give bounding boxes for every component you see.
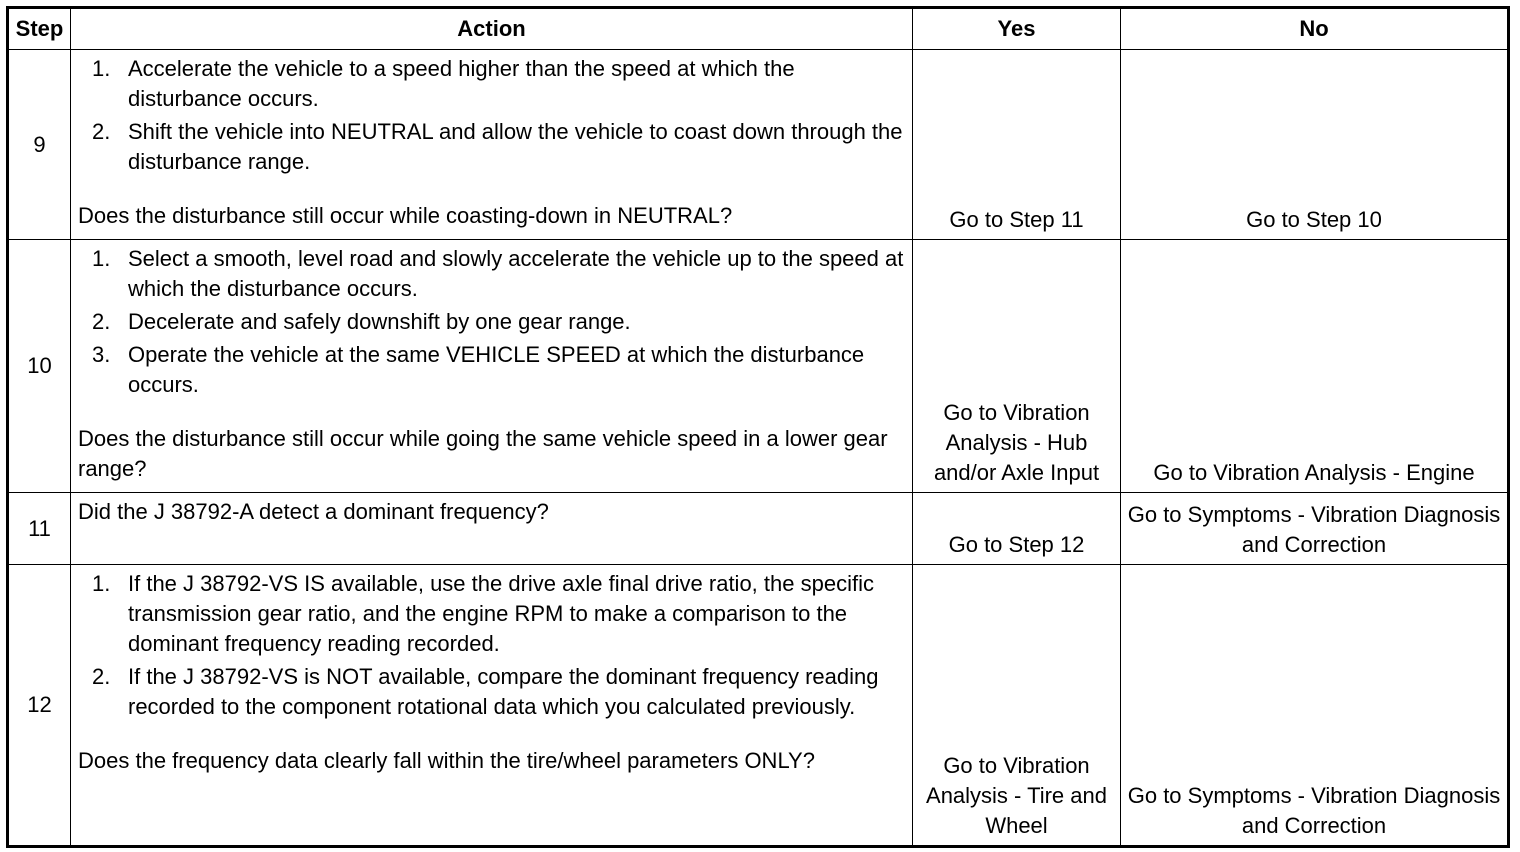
instruction-text: Accelerate the vehicle to a speed higher than the speed at which the disturbance occurs.	[128, 56, 795, 111]
question-text: Does the disturbance still occur while going the same vehicle speed in a lower gear range?	[78, 426, 888, 481]
list-number: 3.	[92, 342, 111, 367]
table-row	[8, 240, 1509, 493]
instruction-text: If the J 38792-VS IS available, use the drive axle final drive ratio, the specific transmission gear ratio, and the engine RPM to make a comparison to the dominant frequency reading recorded.	[128, 571, 874, 656]
action-cell	[71, 565, 913, 847]
yes-link[interactable]: Go to Step 11	[913, 50, 1121, 240]
question-text: Did the J 38792-A detect a dominant frequency?	[78, 499, 549, 524]
question-text: Does the frequency data clearly fall within the tire/wheel parameters ONLY?	[78, 748, 815, 773]
header-no: No	[1121, 8, 1509, 50]
header-step: Step	[8, 8, 71, 50]
list-item	[78, 244, 906, 304]
no-link[interactable]: Go to Step 10	[1121, 50, 1509, 240]
no-link[interactable]: Go to Symptoms - Vibration Diagnosis and Correction	[1121, 493, 1509, 565]
header-row	[8, 8, 1509, 50]
instruction-list	[78, 569, 906, 722]
action-cell	[71, 50, 913, 240]
question-text: Does the disturbance still occur while coasting-down in NEUTRAL?	[78, 203, 733, 228]
step-number: 10	[8, 240, 71, 493]
instruction-text: Decelerate and safely downshift by one gear range.	[128, 309, 631, 334]
list-number: 1.	[92, 246, 111, 271]
list-number: 1.	[92, 571, 111, 596]
header-action: Action	[71, 8, 913, 50]
action-cell	[71, 493, 913, 565]
action-cell	[71, 240, 913, 493]
yes-link[interactable]: Go to Vibration Analysis - Tire and Wheel	[913, 565, 1121, 847]
list-item	[78, 340, 906, 400]
table-row	[8, 565, 1509, 847]
step-number: 11	[8, 493, 71, 565]
instruction-text: If the J 38792-VS is NOT available, compare the dominant frequency reading recorded to the component rotational data which you calculated previously.	[128, 664, 879, 719]
table-row	[8, 50, 1509, 240]
no-link[interactable]: Go to Vibration Analysis - Engine	[1121, 240, 1509, 493]
list-number: 2.	[92, 119, 111, 144]
no-link[interactable]: Go to Symptoms - Vibration Diagnosis and Correction	[1121, 565, 1509, 847]
instruction-list	[78, 54, 906, 177]
instruction-text: Select a smooth, level road and slowly accelerate the vehicle up to the speed at which the disturbance occurs.	[128, 246, 904, 301]
instruction-text: Shift the vehicle into NEUTRAL and allow the vehicle to coast down through the disturbance range.	[128, 119, 903, 174]
header-yes: Yes	[913, 8, 1121, 50]
step-number: 9	[8, 50, 71, 240]
list-number: 2.	[92, 664, 111, 689]
list-item	[78, 569, 906, 659]
list-item	[78, 662, 906, 722]
diagnostic-table	[6, 6, 1510, 848]
list-item	[78, 117, 906, 177]
list-number: 2.	[92, 309, 111, 334]
instruction-list	[78, 244, 906, 400]
list-number: 1.	[92, 56, 111, 81]
list-item	[78, 307, 906, 337]
step-number: 12	[8, 565, 71, 847]
yes-link[interactable]: Go to Step 12	[913, 493, 1121, 565]
instruction-text: Operate the vehicle at the same VEHICLE SPEED at which the disturbance occurs.	[128, 342, 865, 397]
list-item	[78, 54, 906, 114]
yes-link[interactable]: Go to Vibration Analysis - Hub and/or Axle Input	[913, 240, 1121, 493]
table-row	[8, 493, 1509, 565]
